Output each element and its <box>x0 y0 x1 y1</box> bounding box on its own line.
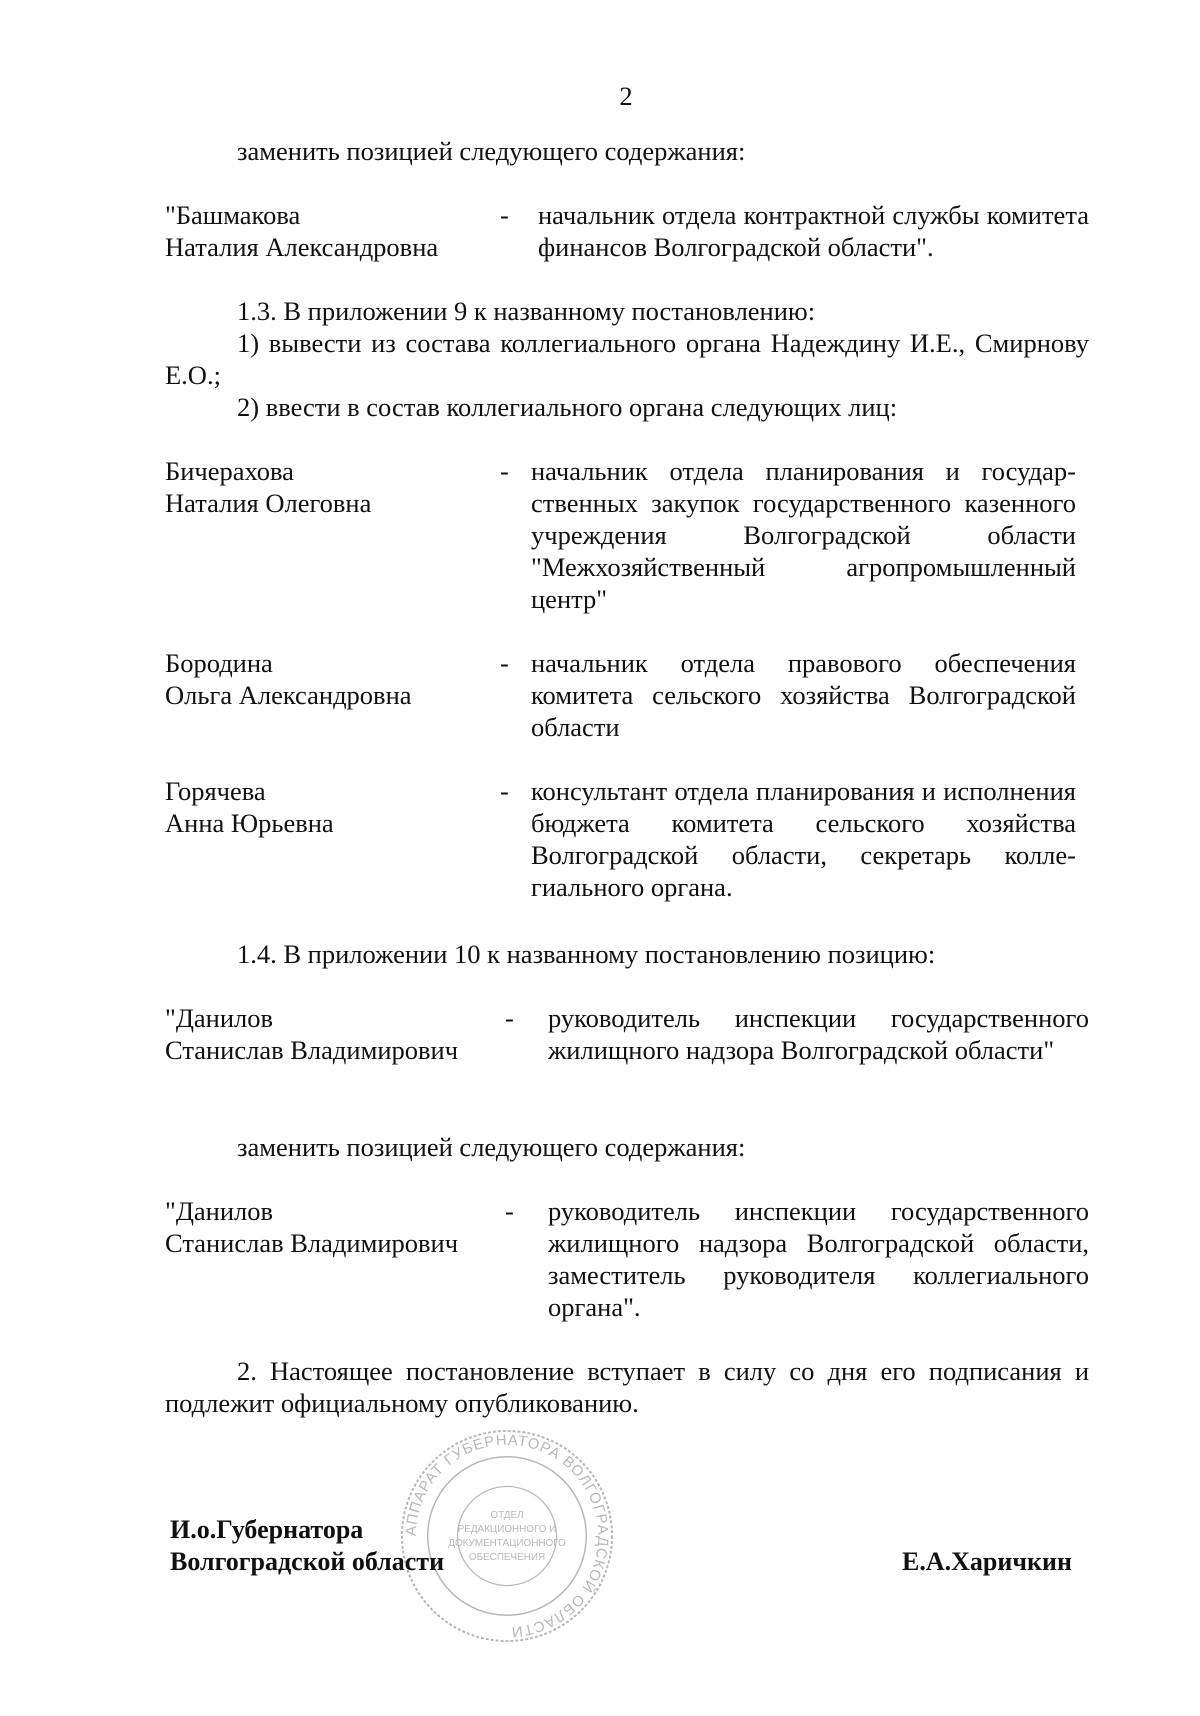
seal-outer-text: АППАРАТ ГУБЕРНАТОРА ВОЛГОГРАДСКОЙ ОБЛАСТИ <box>403 1432 611 1640</box>
member-given-names: Анна Юрьевна <box>165 808 334 838</box>
member-given-names: Наталия Александровна <box>165 232 439 262</box>
member-given-names: Станислав Владимирович <box>165 1228 459 1258</box>
member-name <box>165 1195 465 1259</box>
member-given-names: Ольга Александровна <box>165 680 412 710</box>
seal-inner-line-3: ДОКУМЕНТАЦИОННОГО <box>448 1537 566 1549</box>
entry-dash: - <box>500 200 509 230</box>
member-given-names: Наталия Олеговна <box>165 488 372 518</box>
entry-dash: - <box>500 648 509 678</box>
section-1-3-item-2: 2) ввести в состав коллегиального органа следующих лиц: <box>237 392 898 422</box>
signatory-title <box>170 1514 444 1578</box>
member-position: руководитель инспекции государственного жилищного надзора Волгоградской области, заместитель руководителя коллегиального органа". <box>548 1196 1089 1322</box>
replace-intro-2: заменить позицией следующего содержания: <box>237 1132 746 1162</box>
member-surname: Бородина <box>165 648 273 678</box>
entry-dash: - <box>505 1003 514 1033</box>
section-2-paragraph: 2. Настоящее постановление вступает в силу со дня его подписания и подлежит официальному опубликованию. <box>165 1356 1089 1418</box>
member-surname: "Башмакова <box>165 200 301 230</box>
member-surname: "Данилов <box>165 1003 274 1033</box>
member-surname: Бичерахова <box>165 456 294 486</box>
member-surname: Горячева <box>165 776 266 806</box>
signatory-title-line-2: Волгоградской области <box>170 1547 445 1576</box>
section-1-3-heading: 1.3. В приложении 9 к названному постановлению: <box>237 296 816 326</box>
entry-dash: - <box>500 776 509 806</box>
section-1-3-item-1: 1) вывести из состава коллегиального органа Надеждину И.Е., Смирнову Е.О.; <box>165 328 1089 390</box>
page-number: 2 <box>619 81 633 111</box>
signatory-title-line-1: И.о.Губернатора <box>170 1515 364 1544</box>
member-position: начальник отдела планирования и государственных закупок государственного казенного учреждения Волгоградской области "Межхозяйственный агропромышленный центр" <box>531 456 1076 614</box>
signatory-name: Е.А.Харичкин <box>902 1547 1072 1576</box>
entry-dash: - <box>500 456 509 486</box>
member-position: начальник отдела правового обеспечения комитета сельского хозяйства Волгоградской области <box>531 648 1076 742</box>
replace-intro-1: заменить позицией следующего содержания: <box>237 136 746 166</box>
section-1-4-heading: 1.4. В приложении 10 к названному постановлению позицию: <box>237 939 936 969</box>
seal-inner-line-1: ОТДЕЛ <box>490 1510 524 1522</box>
member-name <box>165 647 465 711</box>
member-name <box>165 1002 465 1066</box>
member-surname: "Данилов <box>165 1196 274 1226</box>
member-position: начальник отдела контрактной службы комитета финансов Волгоградской области". <box>538 200 1089 262</box>
member-given-names: Станислав Владимирович <box>165 1035 459 1065</box>
entry-dash: - <box>505 1196 514 1226</box>
member-name <box>165 199 465 263</box>
member-name <box>165 775 465 839</box>
member-position: консультант отдела планирования и исполнения бюджета комитета сельского хозяйства Волгоградской области, секретарь коллегиального органа. <box>531 776 1076 902</box>
seal-inner-line-2: РЕДАКЦИОННОГО И <box>457 1524 557 1536</box>
member-position: руководитель инспекции государственного жилищного надзора Волгоградской области" <box>548 1003 1089 1065</box>
member-name <box>165 455 465 519</box>
seal-inner-line-4: ОБЕСПЕЧЕНИЯ <box>468 1551 546 1563</box>
